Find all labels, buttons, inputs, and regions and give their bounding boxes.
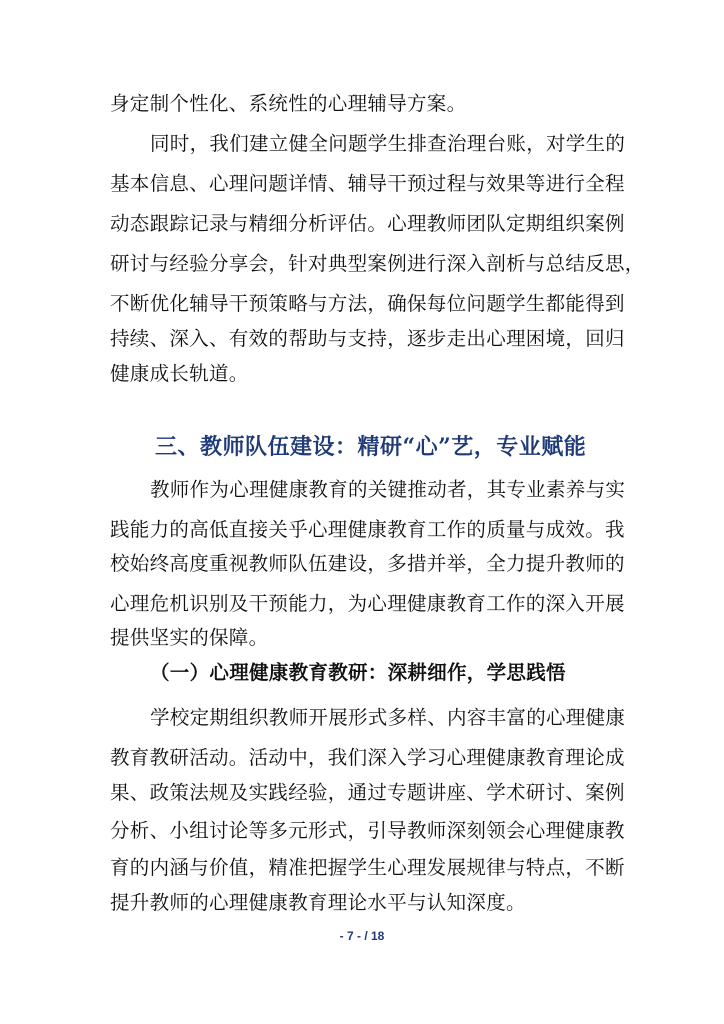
section-heading: 三、教师队伍建设：精研“心”艺，专业赋能	[155, 434, 587, 460]
paragraph-line: 同时，我们建立健全问题学生排查治理台账，对学生的	[150, 132, 626, 155]
paragraph-line: 教师作为心理健康教育的关键推动者，其专业素养与实	[150, 478, 626, 501]
paragraph-line: 果、政策法规及实践经验，通过专题讲座、学术研讨、案例	[110, 781, 625, 804]
page-number: - 7 - / 18	[339, 929, 385, 943]
paragraph-line: 基本信息、心理问题详情、辅导干预过程与效果等进行全程	[110, 172, 625, 195]
paragraph-line: 提升教师的心理健康教育理论水平与认知深度。	[110, 891, 526, 914]
paragraph-line: 学校定期组织教师开展形式多样、内容丰富的心理健康	[150, 706, 626, 729]
paragraph-line: 不断优化辅导干预策略与方法，确保每位问题学生都能得到	[110, 292, 625, 315]
paragraph-line: 践能力的高低直接关乎心理健康教育工作的质量与成效。我	[110, 518, 625, 541]
paragraph-line: 动态跟踪记录与精细分析评估。心理教师团队定期组织案例	[110, 212, 625, 235]
paragraph-line: 分析、小组讨论等多元形式，引导教师深刻领会心理健康教	[110, 819, 625, 842]
paragraph-line: 心理危机识别及干预能力，为心理健康教育工作的深入开展	[110, 592, 625, 615]
paragraph-line: 校始终高度重视教师队伍建设，多措并举，全力提升教师的	[110, 552, 625, 575]
paragraph-line: 健康成长轨道。	[110, 362, 249, 385]
paragraph-line: 身定制个性化、系统性的心理辅导方案。	[110, 92, 467, 115]
paragraph-line: 研讨与经验分享会，针对典型案例进行深入剖析与总结反思，	[110, 252, 645, 275]
paragraph-line: 育的内涵与价值，精准把握学生心理发展规律与特点，不断	[110, 856, 625, 879]
paragraph-line: 持续、深入、有效的帮助与支持，逐步走出心理困境，回归	[110, 327, 625, 350]
paragraph-line: 教育教研活动。活动中，我们深入学习心理健康教育理论成	[110, 746, 625, 769]
subsection-heading: （一）心理健康教育教研：深耕细作，学思践悟	[150, 661, 566, 684]
paragraph-line: 提供坚实的保障。	[110, 626, 269, 649]
